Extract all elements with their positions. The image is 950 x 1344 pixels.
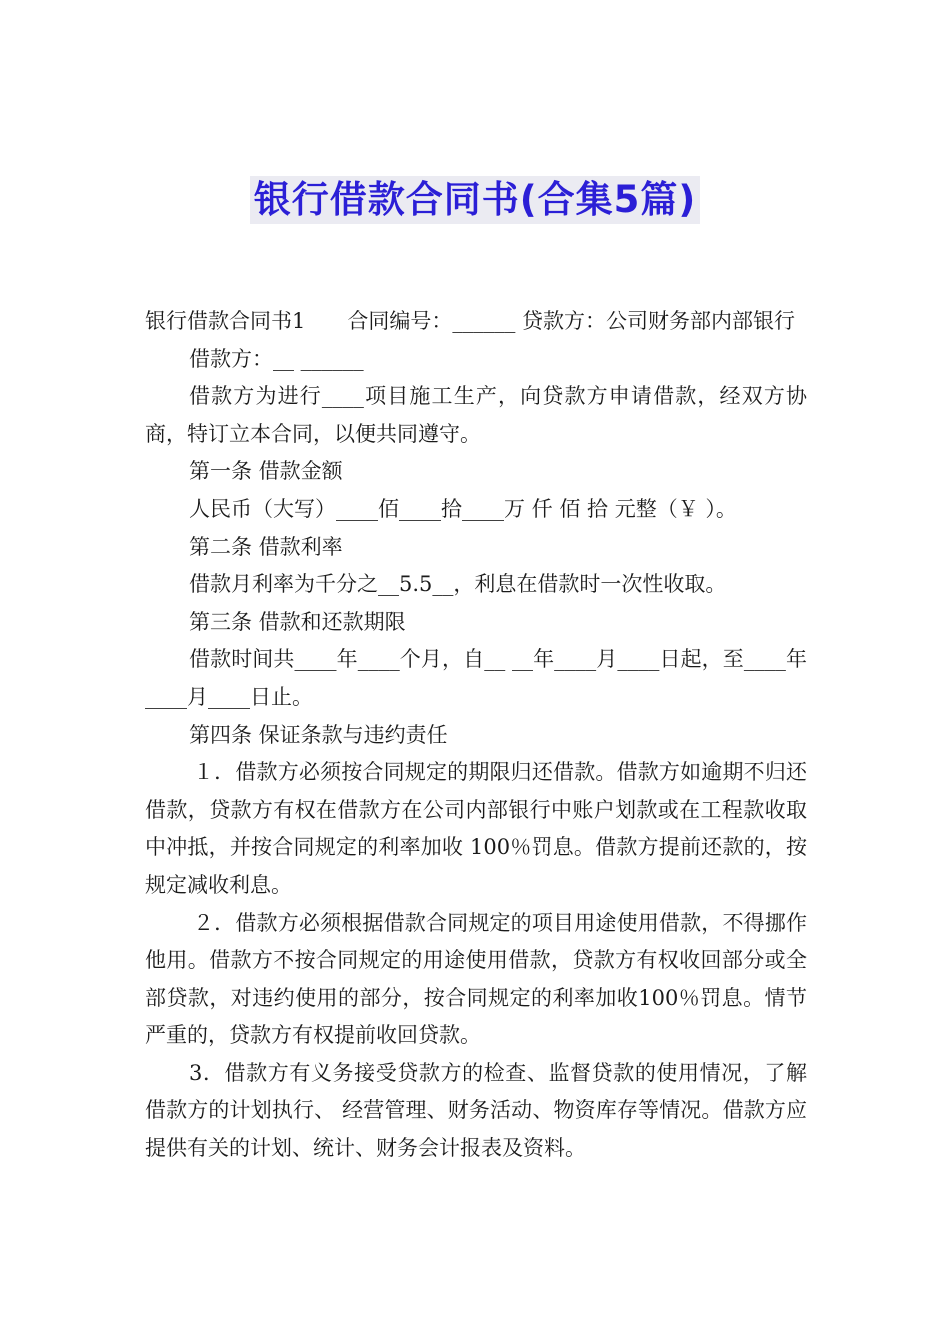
article-3-heading: 第三条 借款和还款期限: [189, 609, 406, 634]
paragraph-intro: 借款方为进行____项目施工生产，向贷款方申请借款，经双方协商，特订立本合同，以便共同遵守。: [145, 384, 807, 446]
article-4-heading: 第四条 保证条款与违约责任: [189, 722, 448, 747]
clause-2: ２．借款方必须根据借款合同规定的项目用途使用借款，不得挪作他用。借款方不按合同规定的用途使用借款，贷款方有权收回部分或全部贷款，对违约使用的部分，按合同规定的利率加收100％罚息。情节严重的，贷款方有权提前收回贷款。: [145, 910, 807, 1048]
paragraph-borrower: 借款方：__ ______: [189, 346, 364, 371]
article-2-heading: 第二条 借款利率: [189, 534, 343, 559]
article-3-body: 借款时间共____年____个月，自__ __年____月____日起，至____年____月____日止。: [145, 647, 807, 709]
document-title: 银行借款合同书(合集5篇): [250, 176, 701, 224]
document-body: [145, 303, 807, 1168]
title-container: [0, 176, 950, 224]
article-1-heading: 第一条 借款金额: [189, 459, 343, 484]
clause-3: 3．借款方有义务接受贷款方的检查、监督贷款的使用情况，了解借款方的计划执行、 经营管理、财务活动、物资库存等情况。借款方应提供有关的计划、统计、财务会计报表及资料。: [145, 1060, 807, 1161]
clause-1: １．借款方必须按合同规定的期限归还借款。借款方如逾期不归还借款，贷款方有权在借款方在公司内部银行中账户划款或在工程款收取中冲抵，并按合同规定的利率加收 100％罚息。借款方提前还款的，按规定减收利息。: [145, 760, 807, 897]
paragraph-contract-header: 银行借款合同书1 合同编号：______ 贷款方：公司财务部内部银行: [145, 309, 796, 333]
article-1-body: 人民币（大写）____佰____拾____万 仟 佰 拾 元整（￥ ）。: [189, 496, 737, 521]
article-2-body: 借款月利率为千分之__5.5__，利息在借款时一次性收取。: [189, 572, 727, 597]
